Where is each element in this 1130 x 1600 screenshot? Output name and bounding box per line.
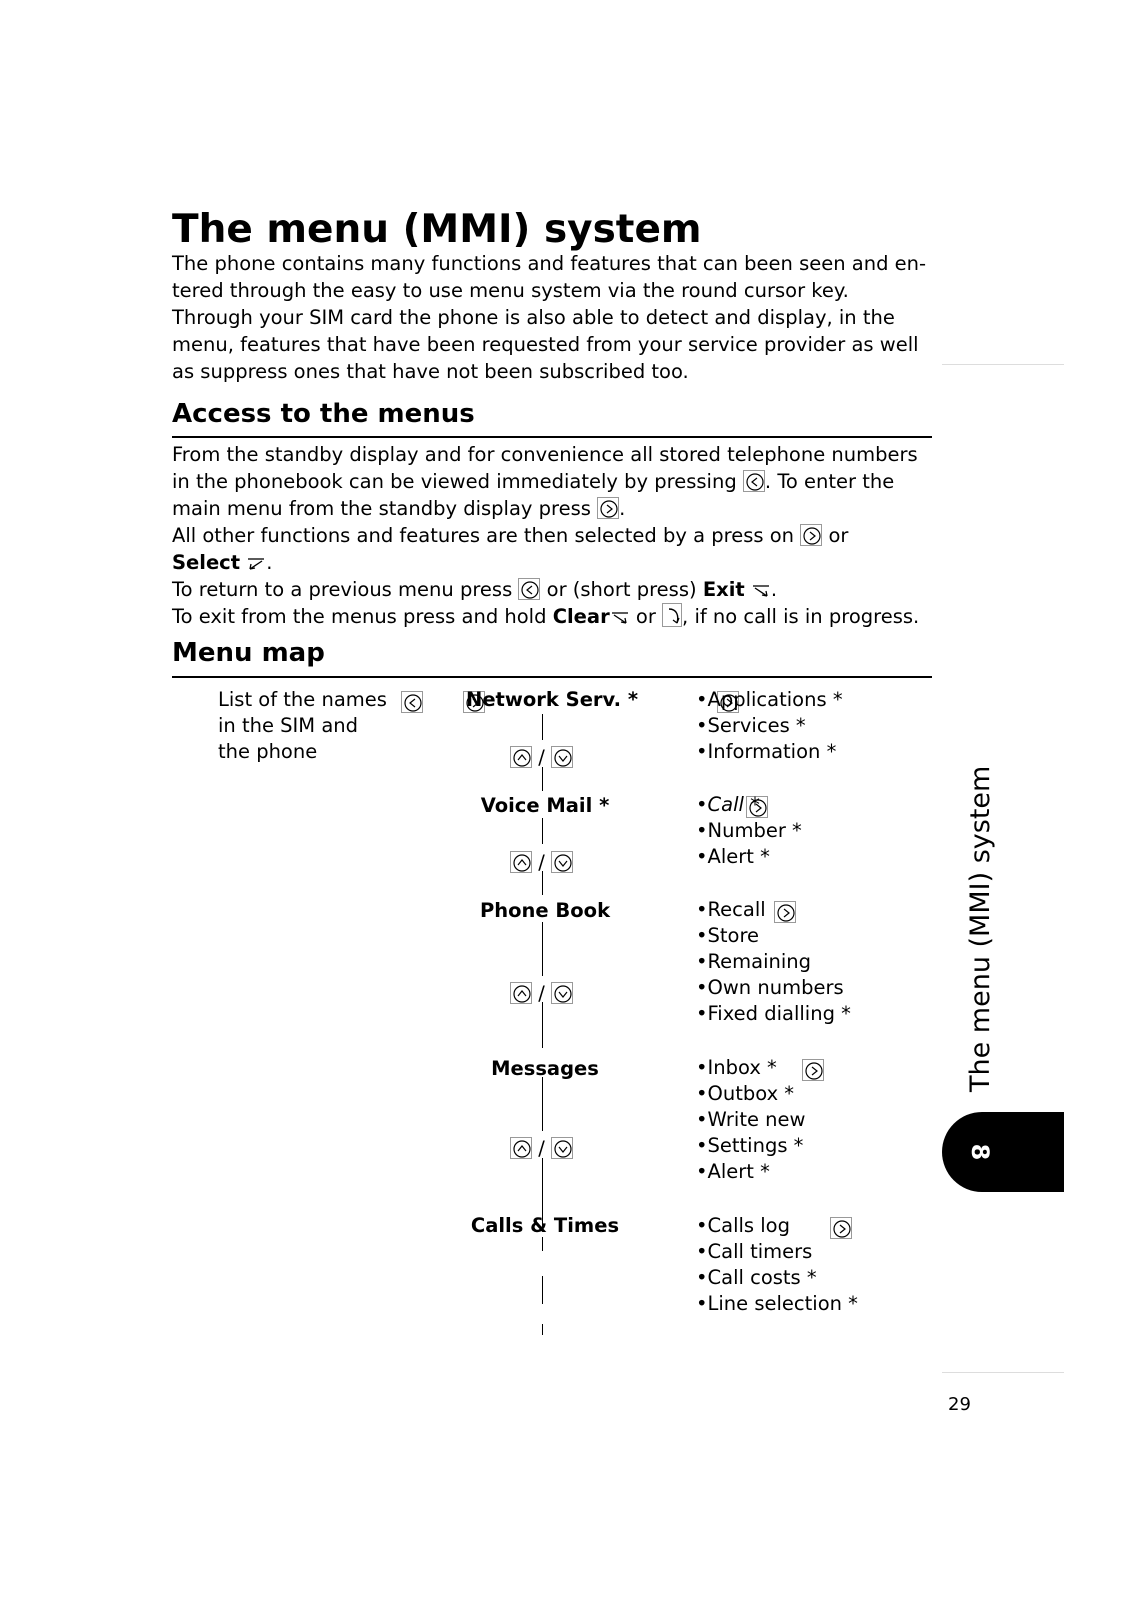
submenu-item: •Applications *	[696, 688, 843, 711]
access-heading-rule	[172, 436, 932, 438]
access-text: .	[619, 497, 626, 520]
access-text: To exit from the menus press and hold	[172, 605, 547, 628]
submenu-item: •Fixed dialling *	[696, 1002, 851, 1025]
chapter-number: 8	[966, 1143, 994, 1161]
access-text: or	[828, 524, 849, 547]
access-text: or (short press)	[546, 578, 697, 601]
intro-line: The phone contains many functions and features that can been seen and en-	[172, 252, 927, 275]
access-heading: Access to the menus	[172, 399, 475, 429]
margin-divider	[942, 364, 1064, 365]
submenu-item: •Number *	[696, 819, 802, 842]
right-softkey-icon	[610, 606, 630, 624]
page-title: The menu (MMI) system	[172, 207, 702, 252]
intro-line: Through your SIM card the phone is also able to detect and display, in the	[172, 306, 895, 329]
access-text: in the phonebook can be viewed immediately by pressing	[172, 470, 737, 493]
access-text: To return to a previous menu press	[172, 578, 513, 601]
connector-line	[542, 1276, 543, 1304]
node-phone-book: Phone Book	[479, 899, 611, 922]
access-text: . To enter the	[764, 470, 895, 493]
names-line: List of the names	[218, 688, 387, 711]
node-network-serv: Network Serv. *	[466, 688, 639, 711]
submenu-item: •Remaining	[696, 950, 812, 973]
access-line	[172, 549, 952, 576]
submenu-network-serv	[696, 687, 843, 765]
names-line: in the SIM and	[218, 714, 359, 737]
submenu-item: •Services *	[696, 714, 806, 737]
submenu-voice-mail	[696, 792, 802, 870]
cursor-right-key-icon	[800, 524, 822, 546]
access-text: All other functions and features are then selected by a press on	[172, 524, 795, 547]
page-number: 29	[948, 1394, 971, 1415]
menu-map-heading-rule	[172, 676, 932, 678]
separator-slash: /	[538, 1137, 545, 1160]
separator-slash: /	[538, 746, 545, 769]
submenu-item: •Own numbers	[696, 976, 844, 999]
select-label: Select	[172, 551, 241, 574]
submenu-item: •Write new	[696, 1108, 806, 1131]
node-calls-times: Calls & Times	[470, 1214, 620, 1237]
connector-line	[542, 1237, 543, 1251]
cursor-down-key-icon	[551, 1137, 573, 1159]
submenu-item: •Call timers	[696, 1240, 813, 1263]
access-line	[172, 522, 952, 549]
connector-line	[542, 1324, 543, 1335]
end-call-key-icon	[662, 603, 682, 627]
margin-divider	[942, 1372, 1064, 1373]
cursor-left-key-icon	[518, 578, 540, 600]
submenu-phone-book	[696, 897, 851, 1027]
clear-label: Clear	[552, 605, 610, 628]
submenu-item: •Alert *	[696, 1160, 770, 1183]
access-line	[172, 603, 952, 630]
menu-map-heading: Menu map	[172, 638, 325, 668]
submenu-item: •Alert *	[696, 845, 770, 868]
connector-line	[542, 922, 543, 976]
cursor-left-key-icon	[743, 470, 765, 492]
connector-line	[542, 1002, 543, 1048]
submenu-item: •Recall	[696, 898, 766, 921]
bullet: •	[696, 793, 708, 816]
node-voice-mail: Voice Mail *	[480, 794, 610, 817]
connector-line	[542, 818, 543, 844]
access-line	[172, 468, 952, 495]
names-line: the phone	[218, 740, 318, 763]
exit-label: Exit	[702, 578, 745, 601]
access-text: main menu from the standby display press	[172, 497, 591, 520]
right-softkey-icon	[751, 579, 771, 597]
submenu-item: •Store	[696, 924, 760, 947]
cursor-up-key-icon	[510, 982, 532, 1004]
up-down-keys	[510, 981, 573, 1007]
submenu-item: •Calls log	[696, 1214, 790, 1237]
separator-slash: /	[538, 851, 545, 874]
access-line	[172, 576, 952, 603]
access-line	[172, 495, 952, 522]
submenu-item: •Call costs *	[696, 1266, 817, 1289]
cursor-right-key-icon	[597, 497, 619, 519]
submenu-item: •Information *	[696, 740, 837, 763]
cursor-up-key-icon	[510, 851, 532, 873]
intro-line: menu, features that have been requested from your service provider as well	[172, 333, 919, 356]
access-text: .	[266, 551, 273, 574]
access-text: , if no call is in progress.	[682, 605, 920, 628]
access-paragraph	[172, 441, 952, 630]
names-list-label	[218, 687, 387, 765]
access-text: or	[635, 605, 656, 628]
chapter-side-title: The menu (MMI) system	[965, 765, 996, 1092]
submenu-item: •Outbox *	[696, 1082, 795, 1105]
node-messages: Messages	[491, 1057, 599, 1080]
access-line: From the standby display and for convenience all stored telephone numbers	[172, 443, 918, 466]
separator-slash: /	[538, 982, 545, 1005]
submenu-item-suffix: *	[743, 793, 760, 816]
connector-line	[542, 1077, 543, 1131]
access-text: .	[770, 578, 778, 601]
submenu-item: •Settings *	[696, 1134, 804, 1157]
chapter-tab	[942, 1112, 1064, 1192]
submenu-item-call: Call	[707, 793, 744, 816]
submenu-messages	[696, 1055, 806, 1185]
cursor-down-key-icon	[551, 851, 573, 873]
up-down-keys	[510, 745, 573, 771]
intro-line: as suppress ones that have not been subscribed too.	[172, 360, 689, 383]
intro-paragraph	[172, 250, 952, 385]
up-down-keys	[510, 1136, 573, 1162]
cursor-left-key-icon	[401, 691, 423, 713]
left-softkey-icon	[246, 552, 266, 570]
submenu-calls-times	[696, 1213, 858, 1317]
intro-line: tered through the easy to use menu system via the round cursor key.	[172, 279, 849, 302]
cursor-up-key-icon	[510, 746, 532, 768]
submenu-item: •Line selection *	[696, 1292, 858, 1315]
submenu-item: •Inbox *	[696, 1056, 777, 1079]
cursor-down-key-icon	[551, 982, 573, 1004]
up-down-keys	[510, 850, 573, 876]
cursor-up-key-icon	[510, 1137, 532, 1159]
cursor-down-key-icon	[551, 746, 573, 768]
submenu-item	[696, 792, 802, 818]
connector-line	[542, 714, 543, 740]
